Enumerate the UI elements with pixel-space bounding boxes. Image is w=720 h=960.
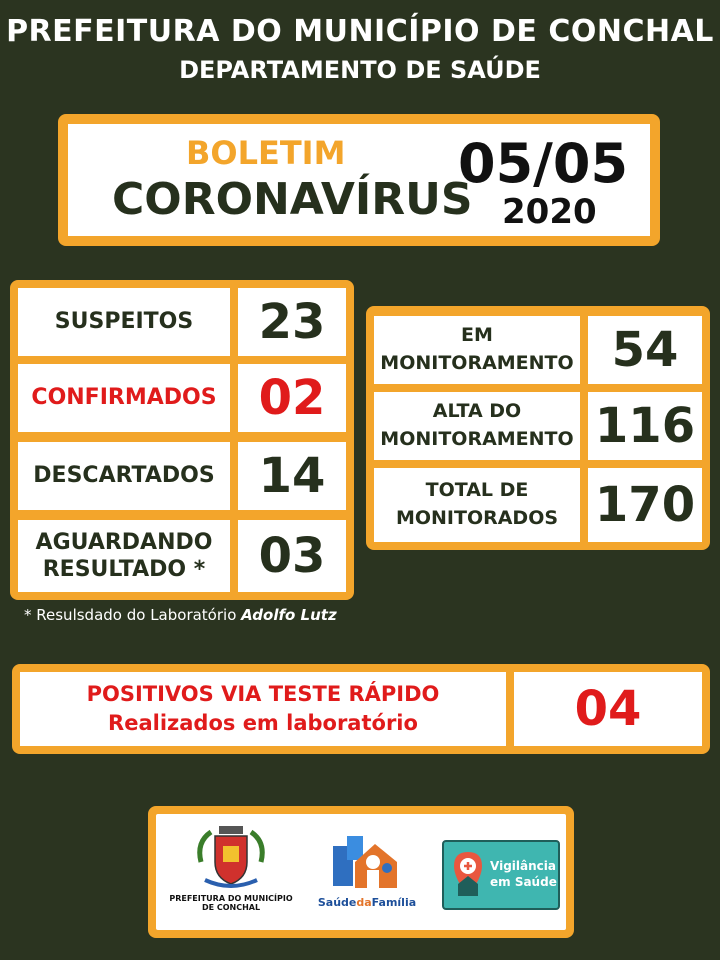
bulletin-frame	[58, 114, 660, 246]
prefeitura-logo	[162, 822, 300, 912]
logos-frame	[148, 806, 574, 938]
footnote-text: * Resulsdado do Laboratório	[24, 606, 242, 624]
stat-label-em-monitoramento	[374, 316, 580, 384]
stat-value-total-monitorados: 170	[588, 468, 702, 542]
logos-panel	[156, 814, 566, 930]
bulletin-year: 2020	[502, 192, 597, 232]
stat-label-descartados: DESCARTADOS	[18, 442, 230, 510]
saude-da-familia-part2: da	[356, 896, 372, 909]
stat-label-total-monitorados-line1: TOTAL DE	[425, 479, 529, 502]
header-title: PREFEITURA DO MUNICÍPIO DE CONCHAL	[6, 14, 714, 49]
family-house-icon	[327, 828, 407, 892]
rapid-test-label-line1: POSITIVOS VIA TESTE RÁPIDO	[86, 681, 440, 706]
saude-da-familia-logo	[312, 828, 422, 909]
stat-label-alta-monitoramento-line2: MONITORAMENTO	[380, 428, 574, 450]
stat-value-alta-monitoramento: 116	[588, 392, 702, 460]
stat-label-alta-monitoramento-line1: ALTA DO	[432, 400, 522, 423]
left-stats-frame	[10, 280, 354, 600]
saude-da-familia-text	[318, 896, 416, 909]
saude-da-familia-part1: Saúde	[317, 896, 357, 909]
stat-label-total-monitorados	[374, 468, 580, 542]
header-subtitle: DEPARTAMENTO DE SAÚDE	[179, 56, 541, 84]
rapid-test-frame	[12, 664, 710, 754]
footnote	[24, 606, 337, 624]
bulletin-label: BOLETIM	[186, 134, 346, 172]
stat-value-confirmados: 02	[238, 364, 346, 432]
prefeitura-logo-line2: DE CONCHAL	[201, 903, 261, 912]
vigilancia-line1: Vigilância	[490, 859, 556, 874]
stat-value-em-monitoramento: 54	[588, 316, 702, 384]
rapid-test-value: 04	[514, 672, 702, 746]
stat-value-suspeitos: 23	[238, 288, 346, 356]
stat-label-confirmados: CONFIRMADOS	[18, 364, 230, 432]
saude-da-familia-part3: Família	[371, 896, 417, 909]
stat-label-aguardando-line2: RESULTADO *	[42, 557, 206, 582]
right-stats-frame	[366, 306, 710, 550]
bulletin-date: 05/05	[458, 132, 629, 195]
rapid-test-label-line2: Realizados em laboratório	[108, 711, 418, 735]
location-pin-house-icon	[450, 850, 486, 900]
vigilancia-logo	[442, 840, 560, 910]
stat-value-aguardando: 03	[238, 520, 346, 592]
vigilancia-line2: em Saúde	[490, 875, 557, 889]
stat-label-total-monitorados-line2: MONITORADOS	[395, 507, 559, 529]
bulletin-topic: CORONAVÍRUS	[112, 174, 473, 225]
bulletin-panel	[68, 124, 650, 236]
stat-label-suspeitos: SUSPEITOS	[18, 288, 230, 356]
coat-of-arms-icon	[191, 822, 271, 892]
stat-label-aguardando-line1: AGUARDANDO	[35, 529, 213, 555]
stat-value-descartados: 14	[238, 442, 346, 510]
stat-label-em-monitoramento-line1: EM	[461, 324, 493, 347]
vigilancia-text	[490, 859, 557, 890]
stat-label-em-monitoramento-line2: MONITORAMENTO	[380, 352, 574, 374]
prefeitura-logo-line1: PREFEITURA DO MUNICÍPIO	[169, 894, 293, 903]
rapid-test-label	[20, 672, 506, 746]
footnote-emphasis: Adolfo Lutz	[241, 606, 337, 624]
stat-label-alta-monitoramento	[374, 392, 580, 460]
stat-label-aguardando	[18, 520, 230, 592]
